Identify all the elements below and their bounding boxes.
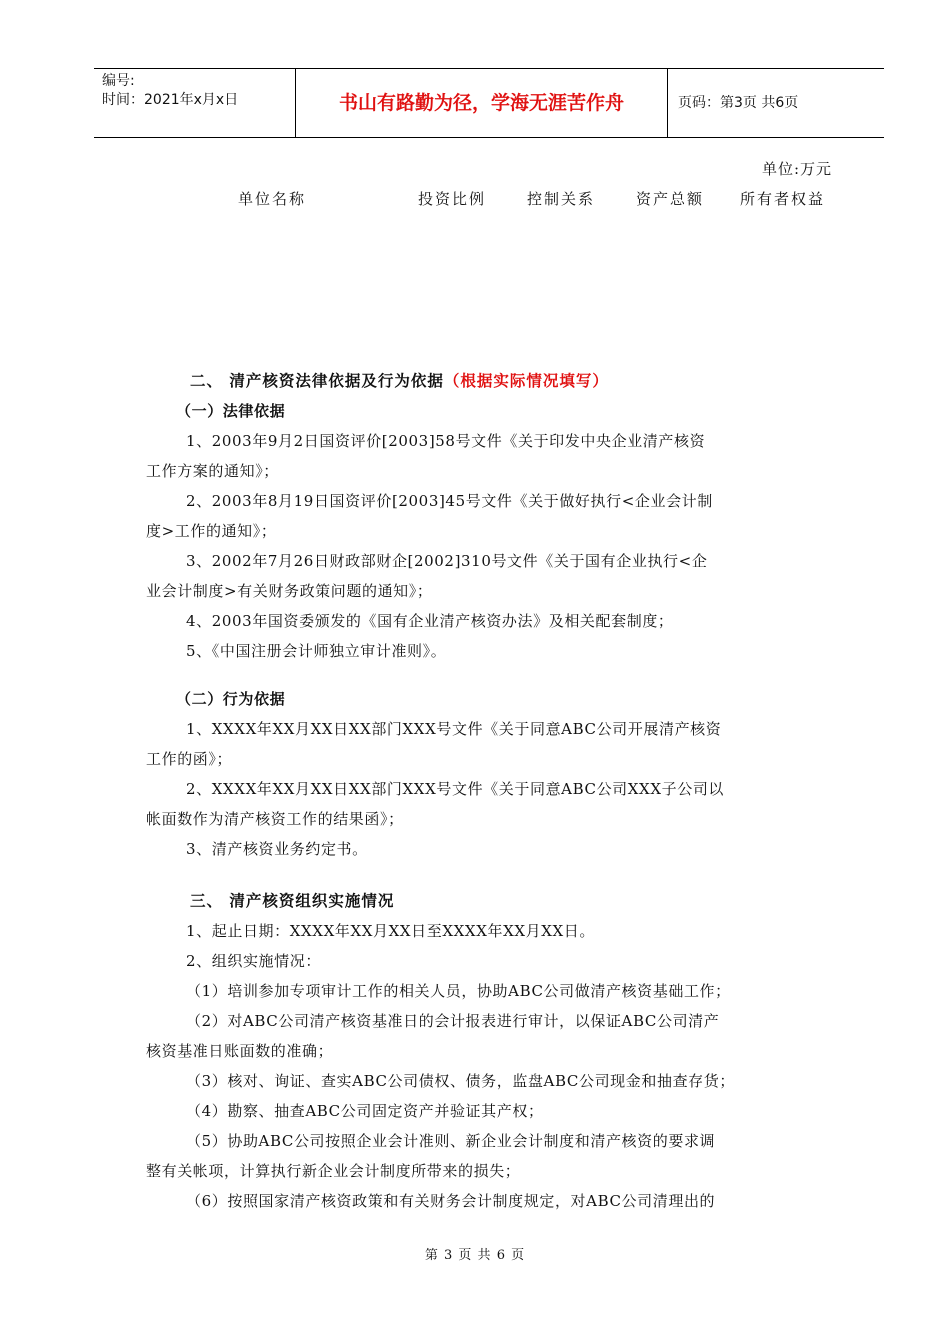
paragraph-line: 3、2002年7月26日财政部财企[2002]310号文件《关于国有企业执行<企 (186, 552, 708, 570)
paragraph-line: 2、XXXX年XX月XX日XX部门XXX号文件《关于同意ABC公司XXX子公司以 (186, 780, 725, 798)
paragraph-line: 3、清产核资业务约定书。 (186, 840, 368, 858)
document-body (146, 366, 834, 1216)
paragraph-line: 业会计制度>有关财务政策问题的通知》； (146, 582, 433, 600)
paragraph-line: 核资基准日账面数的准确； (146, 1042, 334, 1060)
table-header-control-relation: 控制关系 (527, 190, 596, 208)
paragraph-line: 1、2003年9月2日国资评价[2003]58号文件《关于印发中央企业清产核资 (186, 432, 706, 450)
paragraph-line: 1、起止日期：XXXX年XX月XX日至XXXX年XX月XX日。 (186, 922, 596, 940)
header-meta (102, 72, 238, 110)
paragraph-line: 帐面数作为清产核资工作的结果函》； (146, 810, 404, 828)
header-divider (667, 69, 668, 137)
header-motto: 书山有路勤为径，学海无涯苦作舟 (338, 92, 624, 114)
page-header (94, 68, 884, 138)
document-number-label: 编号: (102, 73, 135, 89)
paragraph-line: 1、XXXX年XX月XX日XX部门XXX号文件《关于同意ABC公司开展清产核资 (186, 720, 722, 738)
page-footer: 第 3 页 共 6 页 (424, 1248, 526, 1263)
paragraph-line: （5）协助ABC公司按照企业会计准则、新企业会计制度和清产核资的要求调 (186, 1132, 716, 1150)
table-unit: 单位:万元 (761, 160, 832, 178)
paragraph-line: 4、2003年国资委颁发的《国有企业清产核资办法》及相关配套制度； (186, 612, 674, 630)
paragraph-line: 度>工作的通知》； (146, 522, 277, 540)
section-3-title: 三、 清产核资组织实施情况 (190, 892, 395, 910)
subsection-title-legal: （一）法律依据 (176, 402, 286, 420)
paragraph-line: 工作方案的通知》； (146, 462, 279, 480)
paragraph-line: （3）核对、询证、查实ABC公司债权、债务，监盘ABC公司现金和抽查存货； (186, 1072, 735, 1090)
table-header-unit-name: 单位名称 (238, 190, 307, 208)
paragraph-line: 整有关帐项，计算执行新企业会计制度所带来的损失； (146, 1162, 521, 1180)
section-title (146, 366, 834, 396)
paragraph-line: 工作的函》； (146, 750, 233, 768)
paragraph-line: 2、组织实施情况： (186, 952, 321, 970)
section-2-note: （根据实际情况填写） (443, 372, 609, 390)
table-header-owners-equity: 所有者权益 (740, 190, 826, 208)
paragraph-line: （6）按照国家清产核资政策和有关财务会计制度规定，对ABC公司清理出的 (186, 1192, 716, 1210)
paragraph-line: （1）培训参加专项审计工作的相关人员，协助ABC公司做清产核资基础工作； (186, 982, 731, 1000)
paragraph-line: （2）对ABC公司清产核资基准日的会计报表进行审计，以保证ABC公司清产 (186, 1012, 720, 1030)
paragraph-line: 2、2003年8月19日国资评价[2003]45号文件《关于做好执行<企业会计制 (186, 492, 713, 510)
table-header-total-assets: 资产总额 (636, 190, 705, 208)
paragraph-line: （4）勘察、抽查ABC公司固定资产并验证其产权； (186, 1102, 544, 1120)
paragraph-line: 5、《中国注册会计师独立审计准则》。 (186, 642, 447, 660)
document-time-label: 时间：2021年x月x日 (102, 92, 239, 108)
table-header-investment-ratio: 投资比例 (418, 190, 487, 208)
section-2-title: 二、 清产核资法律依据及行为依据 (190, 372, 444, 390)
subsection-title-action: （二）行为依据 (176, 690, 286, 708)
header-page-number: 页码：第3页 共6页 (678, 95, 799, 111)
